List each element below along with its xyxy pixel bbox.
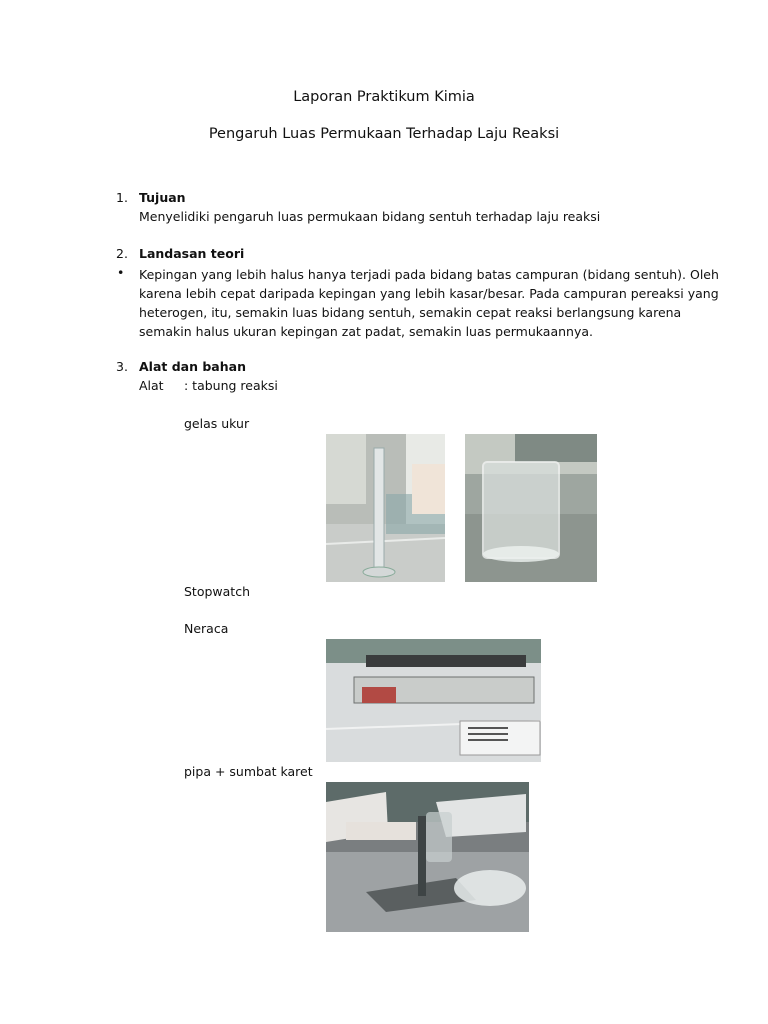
theory-line: heterogen, itu, semakin luas bidang sentuh, semakin cepat reaksi berlangsung karena <box>139 305 682 320</box>
section-1-text: Menyelidiki pengaruh luas permukaan bidang sentuh terhadap laju reaksi <box>139 209 601 224</box>
section-2-heading: Landasan teori <box>139 246 245 261</box>
alat-item-tabung-reaksi: : tabung reaksi <box>184 378 278 393</box>
photo-tube-stopper <box>326 782 529 932</box>
alat-item-pipa-sumbat: pipa + sumbat karet <box>184 764 313 779</box>
alat-label: Alat <box>139 378 164 393</box>
photo-measuring-cylinder <box>326 434 445 582</box>
section-2-number: 2. <box>116 246 128 261</box>
document-subtitle: Pengaruh Luas Permukaan Terhadap Laju Reaksi <box>208 126 560 142</box>
photo-beaker <box>465 434 597 582</box>
alat-item-stopwatch: Stopwatch <box>184 584 250 599</box>
theory-paragraph <box>139 265 719 341</box>
theory-line: semakin halus ukuran kepingan zat padat, semakin luas permukaannya. <box>139 324 593 339</box>
alat-item-gelas-ukur: gelas ukur <box>184 416 250 431</box>
section-3-number: 3. <box>116 359 128 374</box>
document-title: Laporan Praktikum Kimia <box>293 89 475 105</box>
section-1-heading: Tujuan <box>139 190 186 205</box>
photo-balance <box>326 639 541 762</box>
section-1-number: 1. <box>116 190 128 205</box>
section-3-heading: Alat dan bahan <box>139 359 246 374</box>
bullet-marker: • <box>117 265 125 280</box>
alat-item-neraca: Neraca <box>184 621 229 636</box>
theory-line: Kepingan yang lebih halus hanya terjadi pada bidang batas campuran (bidang sentuh). Oleh <box>139 267 719 282</box>
theory-line: karena lebih cepat daripada kepingan yang lebih kasar/besar. Pada campuran pereaksi yang <box>139 286 719 301</box>
